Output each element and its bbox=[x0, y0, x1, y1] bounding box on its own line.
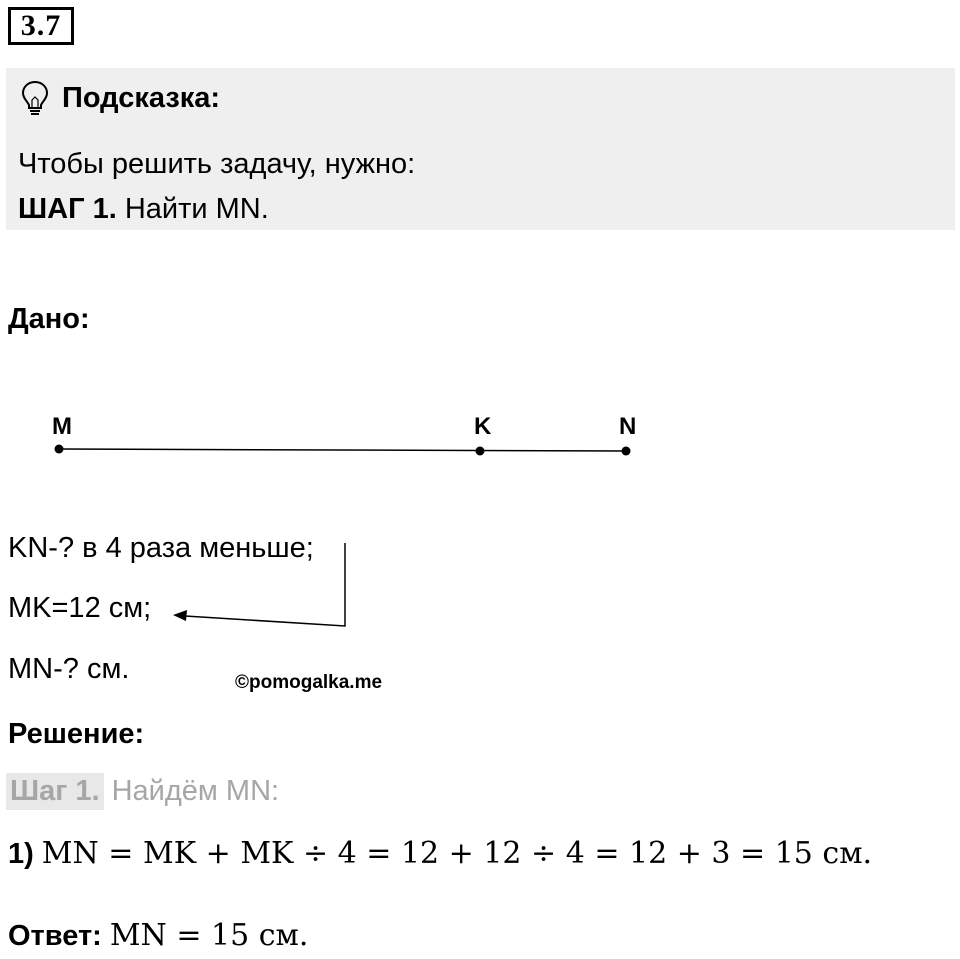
condition-mk: MK=12 см; bbox=[8, 592, 152, 624]
step-text: Найдём MN: bbox=[111, 775, 280, 807]
segment-diagram bbox=[40, 400, 660, 470]
answer-value: MN = 15 см. bbox=[109, 918, 309, 953]
point-k bbox=[476, 447, 485, 456]
step-badge: Шаг 1. bbox=[6, 773, 104, 810]
point-m bbox=[55, 445, 64, 454]
point-n bbox=[622, 447, 631, 456]
solution-step bbox=[6, 773, 279, 810]
relation-arrow bbox=[165, 540, 355, 635]
label-m: M bbox=[52, 413, 72, 440]
lightbulb-icon bbox=[20, 80, 50, 116]
hint-step bbox=[18, 193, 269, 226]
answer-label: Ответ: bbox=[8, 920, 102, 952]
hint-step-label: ШАГ 1. bbox=[18, 193, 117, 225]
equation: MN = MK + MK ÷ 4 = 12 + 12 ÷ 4 = 12 + 3 = 15 см. bbox=[41, 836, 873, 871]
hint-step-text: Найти MN. bbox=[116, 193, 269, 225]
segment-line bbox=[59, 449, 626, 451]
calculation-line bbox=[8, 836, 872, 871]
hint-box bbox=[6, 68, 955, 230]
label-n: N bbox=[619, 413, 637, 440]
condition-mn: MN-? см. bbox=[8, 653, 130, 685]
item-number: 1) bbox=[8, 838, 34, 870]
answer-line bbox=[8, 918, 308, 953]
solution-heading: Решение: bbox=[8, 718, 145, 750]
watermark: ©pomogalka.me bbox=[235, 672, 383, 693]
hint-title: Подсказка: bbox=[62, 81, 221, 114]
given-heading: Дано: bbox=[8, 303, 90, 335]
condition-kn: KN-? в 4 раза меньше; bbox=[8, 532, 314, 564]
hint-text: Чтобы решить задачу, нужно: bbox=[18, 148, 416, 180]
hint-header bbox=[20, 80, 220, 116]
problem-number: 3.7 bbox=[8, 7, 74, 45]
label-k: K bbox=[474, 413, 492, 440]
